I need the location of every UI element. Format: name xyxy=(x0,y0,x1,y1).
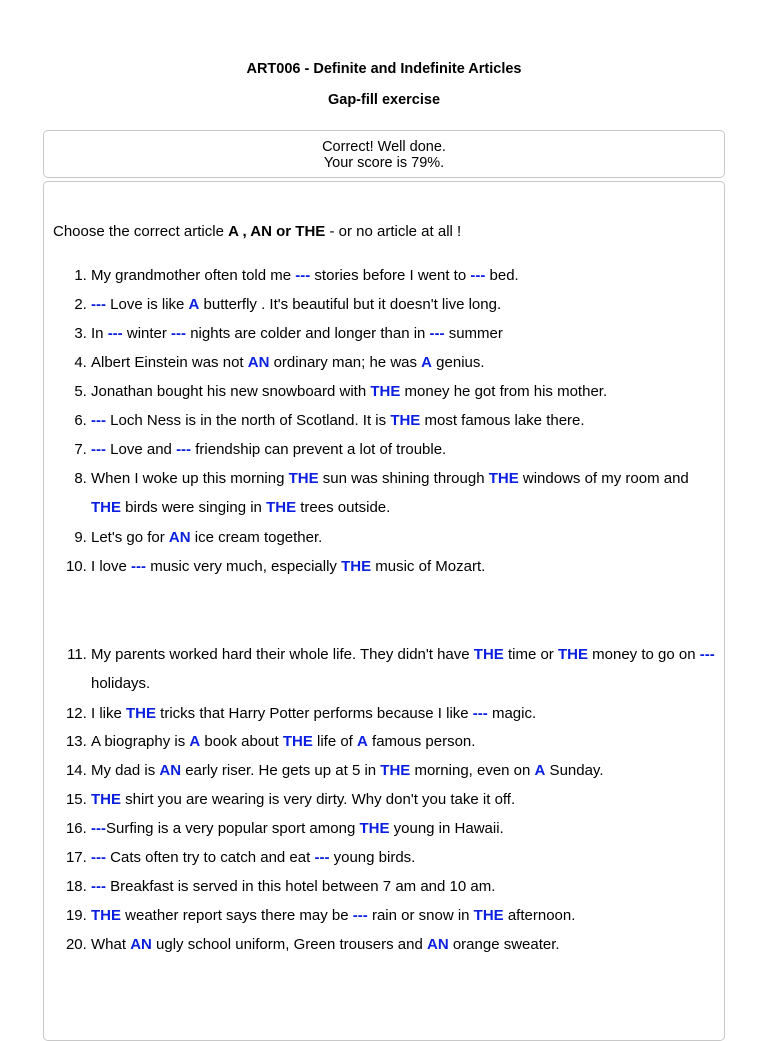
answer-word: A xyxy=(534,762,546,779)
instructions-prefix: Choose the correct article xyxy=(53,223,229,240)
answer-word: THE xyxy=(473,907,504,924)
answer-word: --- xyxy=(429,325,445,342)
answer-word: A xyxy=(189,733,201,750)
question-number: 20. xyxy=(65,936,91,953)
question-number: 7. xyxy=(74,441,91,458)
page-title: ART006 - Definite and Indefinite Articles xyxy=(246,61,522,77)
answer-word: A xyxy=(188,296,200,313)
question-number: 8. xyxy=(74,470,91,487)
answer-word: THE xyxy=(390,412,421,429)
question-text: I love --- music very much, especially THE music of Mozart. xyxy=(91,558,486,575)
answer-word: --- xyxy=(91,412,106,429)
question-number: 3. xyxy=(74,325,91,342)
question-item xyxy=(60,785,720,814)
question-number: 5. xyxy=(74,383,91,400)
answer-word: A xyxy=(421,354,433,371)
answer-word: AN xyxy=(159,762,182,779)
answer-word: AN xyxy=(427,936,449,953)
question-number: 19. xyxy=(65,907,91,924)
question-text: Let's go for AN ice cream together. xyxy=(91,529,323,546)
question-item xyxy=(60,261,720,290)
answer-word: --- xyxy=(91,296,106,313)
question-item xyxy=(60,435,720,464)
question-text: --- Breakfast is served in this hotel between 7 am and 10 am. xyxy=(91,878,496,895)
question-text: ---Surfing is a very popular sport among THE young in Hawaii. xyxy=(91,820,504,837)
question-text: My dad is AN early riser. He gets up at 5 in THE morning, even on A Sunday. xyxy=(91,762,604,779)
answer-word: --- xyxy=(131,558,147,575)
question-text: When I woke up this morning THE sun was shining through THE windows of my room and THE birds were singing in THE trees outside. xyxy=(91,470,689,516)
question-number: 15. xyxy=(65,791,91,808)
question-item xyxy=(60,406,720,435)
question-item xyxy=(60,377,720,406)
question-item xyxy=(60,756,720,785)
question-item xyxy=(60,523,720,552)
question-text: My grandmother often told me --- stories before I went to --- bed. xyxy=(91,267,519,284)
instructions xyxy=(53,223,461,240)
answer-word: --- xyxy=(91,820,106,837)
answer-word: --- xyxy=(470,267,486,284)
question-number: 10. xyxy=(65,558,91,575)
answer-word: THE xyxy=(341,558,372,575)
answer-word: --- xyxy=(91,878,106,895)
question-number: 14. xyxy=(65,762,91,779)
question-number: 4. xyxy=(74,354,91,371)
answer-word: THE xyxy=(473,646,504,663)
answer-word: --- xyxy=(91,849,106,866)
answer-word: --- xyxy=(171,325,187,342)
answer-word: THE xyxy=(266,499,297,516)
feedback-box xyxy=(43,130,725,178)
answer-word: --- xyxy=(91,441,106,458)
question-item xyxy=(60,814,720,843)
answer-word: THE xyxy=(91,791,121,808)
answer-word: --- xyxy=(699,646,715,663)
answer-word: THE xyxy=(91,499,121,516)
question-text: --- Cats often try to catch and eat --- young birds. xyxy=(91,849,416,866)
question-number: 17. xyxy=(65,849,91,866)
question-item xyxy=(60,843,720,872)
answer-word: THE xyxy=(488,470,519,487)
question-item xyxy=(60,464,720,522)
question-text: THE weather report says there may be --- rain or snow in THE afternoon. xyxy=(91,907,576,924)
answer-word: A xyxy=(357,733,368,750)
question-text: Albert Einstein was not AN ordinary man; he was A genius. xyxy=(91,354,485,371)
question-text: Jonathan bought his new snowboard with THE money he got from his mother. xyxy=(91,383,608,400)
answer-word: --- xyxy=(352,907,368,924)
answer-word: --- xyxy=(314,849,330,866)
question-item xyxy=(60,699,720,728)
question-number: 9. xyxy=(74,529,91,546)
question-number: 18. xyxy=(65,878,91,895)
answer-word: THE xyxy=(557,646,588,663)
answer-word: AN xyxy=(168,529,191,546)
answer-word: THE xyxy=(288,470,319,487)
question-text: My parents worked hard their whole life. They didn't have THE time or THE money to go on --- holidays. xyxy=(91,646,715,692)
answer-word: THE xyxy=(126,705,157,722)
question-text: What AN ugly school uniform, Green trousers and AN orange sweater. xyxy=(91,936,560,953)
answer-word: --- xyxy=(107,325,123,342)
answer-word: THE xyxy=(282,733,313,750)
answer-word: --- xyxy=(295,267,311,284)
question-text: --- Loch Ness is in the north of Scotland. It is THE most famous lake there. xyxy=(91,412,585,429)
question-item xyxy=(60,552,720,581)
question-text: --- Love is like A butterfly . It's beautiful but it doesn't live long. xyxy=(91,296,502,313)
question-number: 12. xyxy=(65,705,91,722)
answer-word: THE xyxy=(380,762,411,779)
answer-word: --- xyxy=(472,705,488,722)
answer-word: AN xyxy=(130,936,152,953)
question-item xyxy=(60,290,720,319)
question-number: 13. xyxy=(65,733,91,750)
question-item xyxy=(60,640,720,698)
instructions-options: A , AN or THE xyxy=(228,223,326,240)
question-item xyxy=(60,319,720,348)
question-text: A biography is A book about THE life of A famous person. xyxy=(91,733,476,750)
feedback-message: Correct! Well done. xyxy=(322,139,446,155)
question-text: In --- winter --- nights are colder and longer than in --- summer xyxy=(91,325,503,342)
answer-word: THE xyxy=(359,820,390,837)
question-number: 6. xyxy=(74,412,91,429)
question-item xyxy=(60,930,720,959)
answer-word: THE xyxy=(91,907,121,924)
question-number: 11. xyxy=(67,646,91,663)
answer-word: --- xyxy=(176,441,192,458)
question-number: 1. xyxy=(74,267,91,284)
question-item xyxy=(60,727,720,756)
answer-word: AN xyxy=(247,354,270,371)
answer-word: THE xyxy=(370,383,401,400)
question-number: 2. xyxy=(74,296,91,313)
question-item xyxy=(60,901,720,930)
question-text: THE shirt you are wearing is very dirty. Why don't you take it off. xyxy=(91,791,516,808)
question-item xyxy=(60,872,720,901)
question-item xyxy=(60,348,720,377)
question-text: I like THE tricks that Harry Potter performs because I like --- magic. xyxy=(91,705,537,722)
question-text: --- Love and --- friendship can prevent a lot of trouble. xyxy=(91,441,447,458)
instructions-suffix: - or no article at all ! xyxy=(325,223,462,240)
feedback-score: Your score is 79%. xyxy=(323,155,445,171)
page-subtitle: Gap-fill exercise xyxy=(327,92,441,108)
question-number: 16. xyxy=(65,820,91,837)
